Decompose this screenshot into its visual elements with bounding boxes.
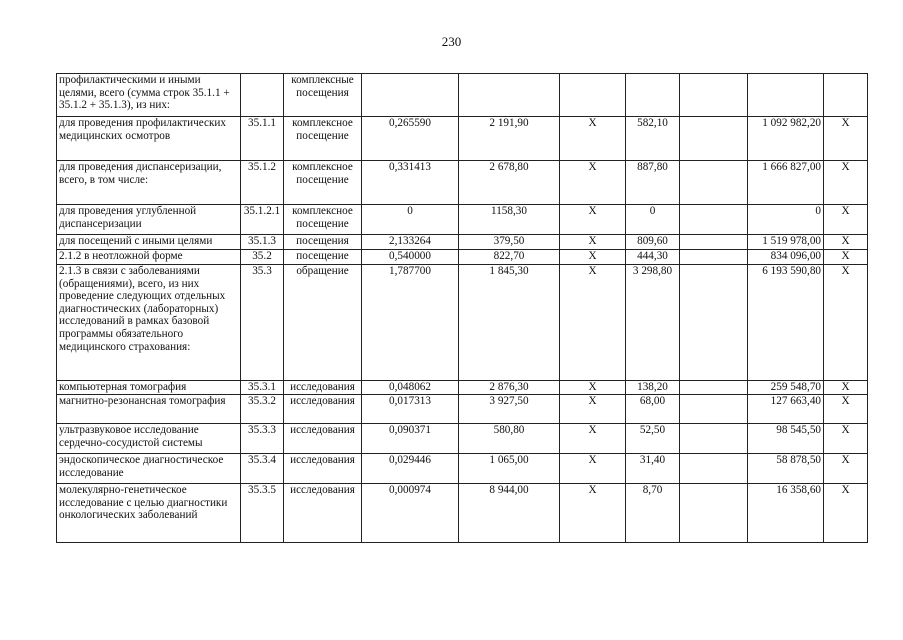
row-x-mark-2: Х — [824, 381, 868, 395]
row-code: 35.1.2.1 — [241, 205, 284, 235]
row-unit-cost: 2 876,30 — [459, 381, 560, 395]
row-empty-cell — [680, 424, 748, 454]
row-x-mark-2: Х — [824, 395, 868, 424]
row-total-cost: 6 193 590,80 — [748, 265, 824, 381]
row-unit-cost: 2 678,80 — [459, 161, 560, 205]
row-name: для проведения профилактических медицинских осмотров — [57, 117, 241, 161]
table-row — [57, 74, 868, 117]
row-code: 35.1.3 — [241, 235, 284, 250]
row-empty-cell — [680, 74, 748, 117]
row-code — [241, 74, 284, 117]
row-x-mark — [560, 74, 626, 117]
row-per-capita: 582,10 — [626, 117, 680, 161]
row-empty-cell — [680, 395, 748, 424]
row-x-mark-2: Х — [824, 161, 868, 205]
row-name: для проведения диспансеризации, всего, в том числе: — [57, 161, 241, 205]
row-x-mark: Х — [560, 250, 626, 265]
row-total-cost: 1 092 982,20 — [748, 117, 824, 161]
row-total-cost: 1 666 827,00 — [748, 161, 824, 205]
row-per-capita: 444,30 — [626, 250, 680, 265]
row-x-mark-2: Х — [824, 205, 868, 235]
row-empty-cell — [680, 205, 748, 235]
row-per-capita: 52,50 — [626, 424, 680, 454]
row-x-mark-2: Х — [824, 235, 868, 250]
table-row — [57, 424, 868, 454]
row-per-capita: 809,60 — [626, 235, 680, 250]
row-code: 35.3.5 — [241, 484, 284, 543]
row-code: 35.3.2 — [241, 395, 284, 424]
row-volume-norm: 2,133264 — [362, 235, 459, 250]
row-x-mark-2: Х — [824, 250, 868, 265]
row-name: для посещений с иными целями — [57, 235, 241, 250]
page-number: 230 — [441, 34, 462, 49]
row-per-capita: 8,70 — [626, 484, 680, 543]
row-code: 35.1.2 — [241, 161, 284, 205]
row-empty-cell — [680, 161, 748, 205]
row-unit: исследования — [284, 484, 362, 543]
row-name: 2.1.3 в связи с заболеваниями (обращениями), всего, из них проведение следующих отдельных диагностических (лабораторных) исследований в рамках базовой программы обязательного медицинского страхования: — [57, 265, 241, 381]
row-x-mark: Х — [560, 484, 626, 543]
row-x-mark-2: Х — [824, 484, 868, 543]
table-row — [57, 395, 868, 424]
row-total-cost: 16 358,60 — [748, 484, 824, 543]
row-unit-cost: 1 065,00 — [459, 454, 560, 484]
row-x-mark: Х — [560, 205, 626, 235]
row-name: компьютерная томография — [57, 381, 241, 395]
table-row — [57, 265, 868, 381]
row-total-cost: 834 096,00 — [748, 250, 824, 265]
table-row — [57, 161, 868, 205]
row-code: 35.3.1 — [241, 381, 284, 395]
row-x-mark-2: Х — [824, 454, 868, 484]
row-volume-norm — [362, 74, 459, 117]
row-unit: комплексное посещение — [284, 205, 362, 235]
row-x-mark: Х — [560, 117, 626, 161]
row-per-capita: 0 — [626, 205, 680, 235]
row-x-mark-2: Х — [824, 117, 868, 161]
row-per-capita: 68,00 — [626, 395, 680, 424]
row-x-mark: Х — [560, 454, 626, 484]
row-x-mark: Х — [560, 381, 626, 395]
row-unit: исследования — [284, 381, 362, 395]
row-per-capita — [626, 74, 680, 117]
row-volume-norm: 0,265590 — [362, 117, 459, 161]
row-unit: исследования — [284, 454, 362, 484]
row-per-capita: 31,40 — [626, 454, 680, 484]
row-total-cost: 127 663,40 — [748, 395, 824, 424]
row-unit-cost: 3 927,50 — [459, 395, 560, 424]
row-code: 35.3 — [241, 265, 284, 381]
row-volume-norm: 0,331413 — [362, 161, 459, 205]
row-per-capita: 138,20 — [626, 381, 680, 395]
row-volume-norm: 0,048062 — [362, 381, 459, 395]
row-x-mark: Х — [560, 424, 626, 454]
row-unit: посещение — [284, 250, 362, 265]
row-per-capita: 3 298,80 — [626, 265, 680, 381]
row-unit: комплексное посещение — [284, 117, 362, 161]
table-row — [57, 484, 868, 543]
row-empty-cell — [680, 381, 748, 395]
row-unit-cost: 379,50 — [459, 235, 560, 250]
row-unit: посещения — [284, 235, 362, 250]
row-total-cost — [748, 74, 824, 117]
table-body — [57, 74, 868, 543]
row-x-mark: Х — [560, 395, 626, 424]
table-row — [57, 454, 868, 484]
row-total-cost: 0 — [748, 205, 824, 235]
row-unit: исследования — [284, 424, 362, 454]
row-volume-norm: 0,540000 — [362, 250, 459, 265]
row-per-capita: 887,80 — [626, 161, 680, 205]
row-empty-cell — [680, 117, 748, 161]
row-name: магнитно-резонансная томография — [57, 395, 241, 424]
row-code: 35.3.4 — [241, 454, 284, 484]
row-name: 2.1.2 в неотложной форме — [57, 250, 241, 265]
row-volume-norm: 0,090371 — [362, 424, 459, 454]
row-volume-norm: 0,000974 — [362, 484, 459, 543]
row-unit: комплексные посещения — [284, 74, 362, 117]
row-code: 35.3.3 — [241, 424, 284, 454]
row-volume-norm: 0 — [362, 205, 459, 235]
row-empty-cell — [680, 235, 748, 250]
row-x-mark: Х — [560, 235, 626, 250]
table-row — [57, 381, 868, 395]
row-x-mark: Х — [560, 161, 626, 205]
row-unit-cost: 1 845,30 — [459, 265, 560, 381]
row-volume-norm: 1,787700 — [362, 265, 459, 381]
row-unit: исследования — [284, 395, 362, 424]
row-volume-norm: 0,017313 — [362, 395, 459, 424]
row-unit-cost — [459, 74, 560, 117]
tariff-table — [56, 73, 868, 543]
row-empty-cell — [680, 484, 748, 543]
row-total-cost: 98 545,50 — [748, 424, 824, 454]
row-name: для проведения углубленной диспансеризации — [57, 205, 241, 235]
row-unit-cost: 1158,30 — [459, 205, 560, 235]
row-name: профилактическими и иными целями, всего (сумма строк 35.1.1 + 35.1.2 + 35.1.3), из них: — [57, 74, 241, 117]
row-unit-cost: 8 944,00 — [459, 484, 560, 543]
table-row — [57, 117, 868, 161]
row-name: эндоскопическое диагностическое исследование — [57, 454, 241, 484]
row-total-cost: 58 878,50 — [748, 454, 824, 484]
row-volume-norm: 0,029446 — [362, 454, 459, 484]
row-code: 35.2 — [241, 250, 284, 265]
row-x-mark-2: Х — [824, 265, 868, 381]
row-unit-cost: 822,70 — [459, 250, 560, 265]
table-row — [57, 205, 868, 235]
row-empty-cell — [680, 250, 748, 265]
row-x-mark-2 — [824, 74, 868, 117]
row-x-mark-2: Х — [824, 424, 868, 454]
row-unit-cost: 580,80 — [459, 424, 560, 454]
row-code: 35.1.1 — [241, 117, 284, 161]
row-unit: обращение — [284, 265, 362, 381]
row-unit-cost: 2 191,90 — [459, 117, 560, 161]
row-empty-cell — [680, 265, 748, 381]
row-total-cost: 259 548,70 — [748, 381, 824, 395]
row-name: ультразвуковое исследование сердечно-сосудистой системы — [57, 424, 241, 454]
row-x-mark: Х — [560, 265, 626, 381]
row-name: молекулярно-генетическое исследование с целью диагностики онкологических заболеваний — [57, 484, 241, 543]
row-total-cost: 1 519 978,00 — [748, 235, 824, 250]
row-empty-cell — [680, 454, 748, 484]
row-unit: комплексное посещение — [284, 161, 362, 205]
table-row — [57, 235, 868, 250]
table-row — [57, 250, 868, 265]
